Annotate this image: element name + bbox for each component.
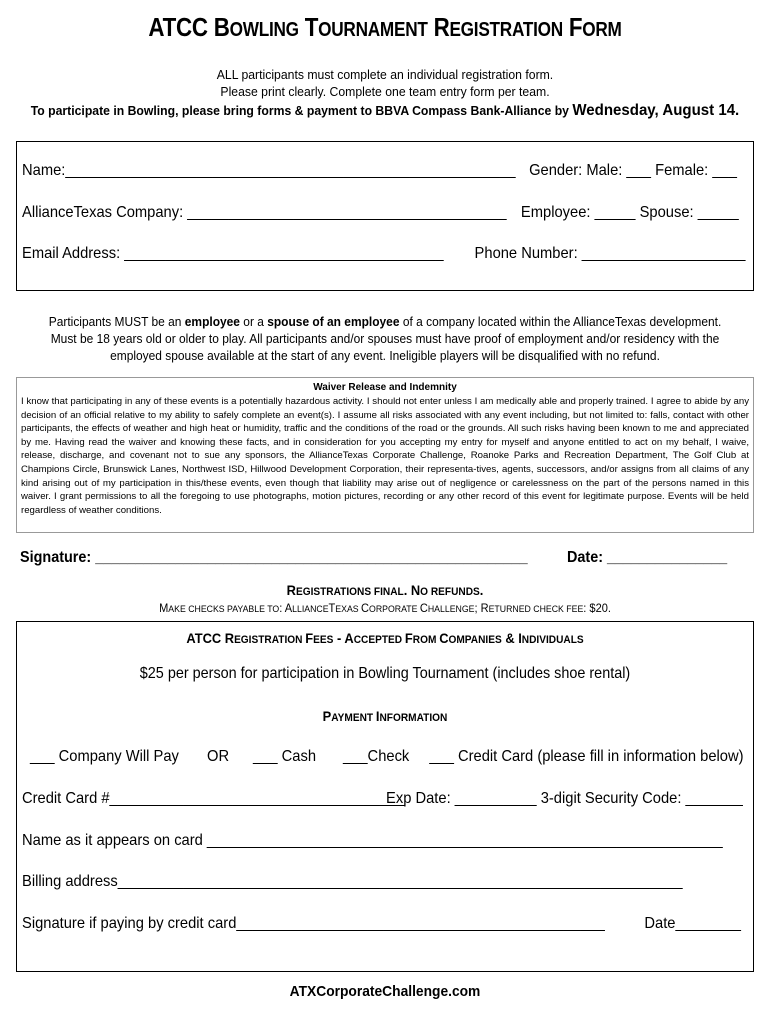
billing-address-field[interactable]: Billing address_____________________________________________________________________ [22,873,683,890]
page-title: ATCC BOWLING TOURNAMENT REGISTRATION FORM [148,12,622,42]
deadline: Wednesday, August 14. [572,102,740,119]
exp-security-field[interactable]: Exp Date: __________ 3-digit Security Code: _______ [386,790,743,807]
waiver-box [16,377,754,533]
option-company-pay[interactable]: ___ Company Will Pay [30,748,179,765]
intro-line-1: ALL participants must complete an individual registration form. [216,67,554,82]
fees-payment-box [16,621,754,972]
payable-notice: MAKE CHECKS PAYABLE TO: ALLIANCETEXAS CORPORATE CHALLENGE; RETURNED CHECK FEE: $20. [159,601,611,615]
fees-heading: ATCC REGISTRATION FEES - ACCEPTED FROM COMPANIES & INDIVIDUALS [186,630,584,646]
name-on-card-field[interactable]: Name as it appears on card _______________________________________________________________ [22,832,723,849]
footer-url[interactable]: ATXCorporateChallenge.com [289,983,481,1000]
intro-line-3: To participate in Bowling, please bring forms & payment to BBVA Compass Bank-Alliance by Wednesday, August 14. [30,102,740,119]
cc-signature-field[interactable]: Signature if paying by credit card_____________________________________________ [22,915,605,932]
name-field[interactable]: Name:_______________________________________________________ [22,162,516,179]
price-line: $25 per person for participation in Bowling Tournament (includes shoe rental) [139,665,631,682]
signature-field[interactable]: Signature: ______________________________________________________ [20,549,528,566]
option-credit-card[interactable]: ___ Credit Card (please fill in information below) [428,748,743,765]
payment-info-heading: PAYMENT INFORMATION [322,708,448,724]
no-refunds-notice: REGISTRATIONS FINAL. NO REFUNDS. [286,582,484,598]
waiver-text: I know that participating in any of these events is a potentially hazardous activity. I should not enter unless I am medically able and properly trained. I agree to abide by any decision of an official relative to my ability to safely complete an event(s). I assume all risks associated with any event including, but not limited to: falls, contact with other participants, the effects of weather and high heat or humidity, traffic and the conditions of the road or the grounds. All such risks having been known to me and appreciated by me. Having read the waiver and knowing these facts, and in consideration for you accepting my entry for myself and anyone entitled to act on my behalf, I waive, release, discharge, and covenant not to sue any sponsors, the AllianceTexas Corporate Challenge, Roanoke Parks and Recreation Department, The Golf Club at Champions Circle, Brunswick Lanes, Northwest ISD, Hillwood Development Corporation, their representa-tives, agents, successors, and/or assigns from all claims of any kind arising out of my participation in this/these events, even though that liability may arise out of negligence or carelessness on the part of the persons named in this waiver. I grant permissions to all the foregoing to use photographs, motion pictures, recording or any other record of this event for legitimate purpose. Events will be held regardless of weather conditions. [21,396,749,516]
company-field[interactable]: AllianceTexas Company: _______________________________________ [22,204,507,221]
option-or: OR [207,748,230,765]
date-field[interactable]: Date: _______________ [567,549,728,566]
option-check[interactable]: ___Check [343,748,410,765]
cc-date-field[interactable]: Date________ [644,915,741,932]
waiver-title: Waiver Release and Indemnity [313,382,457,393]
credit-card-number-field[interactable]: Credit Card #____________________________________ [22,790,405,807]
phone-field[interactable]: Phone Number: ____________________ [474,245,745,262]
intro-line-2: Please print clearly. Complete one team entry form per team. [220,84,550,99]
participant-info-box [16,141,754,291]
gender-field[interactable]: Gender: Male: ___ Female: ___ [529,162,737,179]
email-field[interactable]: Email Address: _______________________________________ [22,245,444,262]
option-cash[interactable]: ___ Cash [253,748,317,765]
eligibility-line-2: Must be 18 years old or older to play. All participants and/or spouses must have proof of employment and/or residency with the [50,331,720,346]
eligibility-line-3: employed spouse available at the start of any event. Ineligible players will be disqualified with no refund. [110,348,660,363]
employee-spouse-field[interactable]: Employee: _____ Spouse: _____ [521,204,739,221]
eligibility-line-1: Participants MUST be an employee or a spouse of an employee of a company located within the AllianceTexas development. [48,314,722,329]
